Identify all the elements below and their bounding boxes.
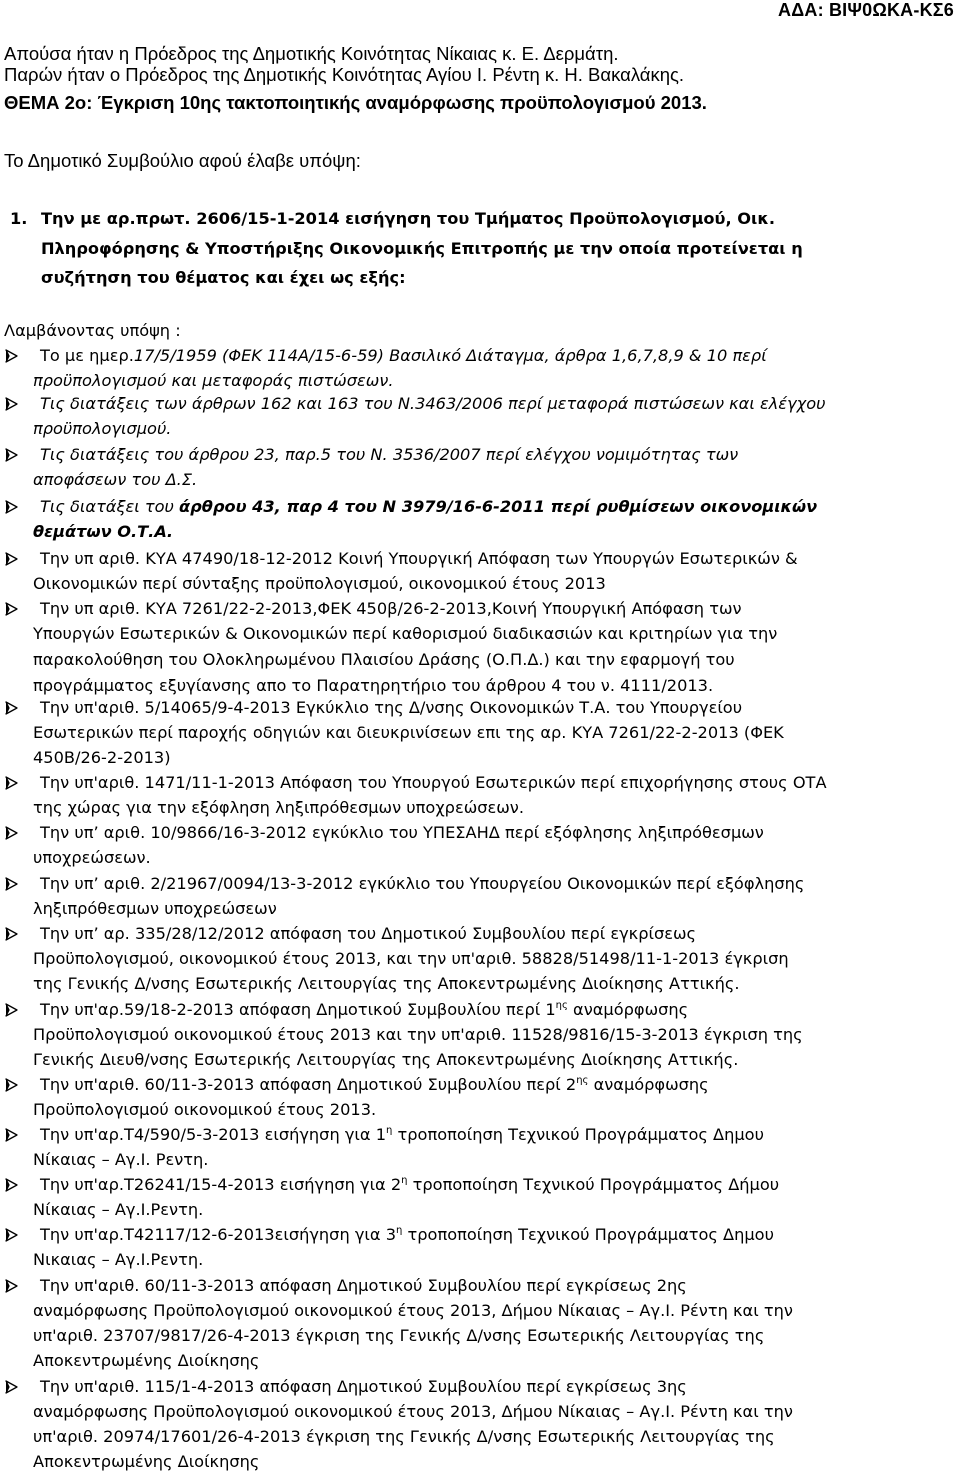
list-item-text: τροποποίηση Τεχνικού Προγράμματος Δήμου [407, 1175, 780, 1194]
arrow-bullet-icon [5, 448, 19, 462]
list-item-text: αναμόρφωσης [567, 1000, 689, 1019]
list-item: Την υπ’ αριθ. 2/21967/0094/13-3-2012 εγκύκλιο του Υπουργείου Οικονομικών περί εξόφλησης [40, 874, 805, 893]
arrow-bullet-icon [5, 1279, 19, 1293]
list-item-line: Υπουργών Εσωτερικών & Οικονομικών περί καθορισμού διαδικασιών και κριτηρίων για την [33, 624, 778, 643]
list-item-text: αναμόρφωσης [588, 1075, 709, 1094]
arrow-bullet-icon [5, 1228, 19, 1242]
list-item [40, 345, 767, 367]
list-item-text: Το με ημερ. [40, 346, 134, 365]
arrow-bullet-icon [5, 877, 19, 891]
list-item: Την υπ'αριθ. 1471/11-1-2013 Απόφαση του Υπουργού Εσωτερικών περί επιχορήγησης στους ΟΤΑ [40, 773, 827, 792]
absent-line: Απούσα ήταν η Πρόεδρος της Δημοτικής Κοινότητας Νίκαιας κ. Ε. Δερμάτη. [4, 43, 619, 64]
list-item: Την υπ'αριθ. 60/11-3-2013 απόφαση Δημοτικού Συμβουλίου περί εγκρίσεως 2ης [40, 1276, 687, 1295]
list-item [40, 496, 817, 518]
arrow-bullet-icon [5, 349, 19, 363]
list-item [40, 1074, 709, 1096]
list-item: Την υπ’ αρ. 335/28/12/2012 απόφαση του Δημοτικού Συμβουλίου περί εγκρίσεως [40, 924, 697, 943]
list-item-line: Εσωτερικών περί παροχής οδηγιών και διευκρινίσεων επι της αρ. ΚΥΑ 7261/22-2-2013 (ΦΕΚ [33, 723, 784, 742]
list-item-line: παρακολούθηση του Ολοκληρωμένου Πλαισίου Δράσης (Ο.Π.Δ.) και την εφαρμογή του [33, 650, 735, 669]
list-item-line: υπ'αριθ. 20974/17601/26-4-2013 έγκριση της Γενικής Δ/νσης Εσωτερικής Λειτουργίας της [33, 1427, 775, 1446]
list-item-line: Προϋπολογισμού οικονομικού έτους 2013 και την υπ'αριθ. 11528/9816/15-3-2013 έγκριση της [33, 1025, 803, 1044]
ordinal-superscript: ης [576, 1075, 589, 1086]
list-item-text: Την υπ'αρ.Τ42117/12-6-2013εισήγηση για 3 [40, 1225, 397, 1244]
list-item-text: τροποποίηση Τεχνικού Προγράμματος Δημου [392, 1125, 764, 1144]
list-item-line: Οικονομικών περί σύνταξης προϋπολογισμού, οικονομικού έτους 2013 [33, 574, 606, 593]
arrow-bullet-icon [5, 602, 19, 616]
list-item-line: Νίκαιας – Αγ.Ι.Ρεντη. [33, 1200, 204, 1219]
list-item-line: Αποκεντρωμένης Διοίκησης [33, 1452, 260, 1471]
arrow-bullet-icon [5, 776, 19, 790]
list-item-line: Γενικής Διευθ/νσης Εσωτερικής Λειτουργίας της Αποκεντρωμένης Διοίκησης Αττικής. [33, 1050, 739, 1069]
list-item-text: Την υπ'αρ.59/18-2-2013 απόφαση Δημοτικού Συμβουλίου περί 1 [40, 1000, 556, 1019]
list-item-text-bold: άρθρου 43, παρ 4 του Ν 3979/16-6-2011 περί ρυθμίσεων οικονομικών [179, 497, 818, 516]
list-item: Την υπ’ αριθ. 10/9866/16-3-2012 εγκύκλιο του ΥΠΕΣΑΗΔ περί εξόφλησης ληξιπρόθεσμων [40, 823, 764, 842]
arrow-bullet-icon [5, 1003, 19, 1017]
arrow-bullet-icon [5, 1178, 19, 1192]
ada-code: ΑΔΑ: ΒΙΨ0ΩΚΑ-ΚΣ6 [778, 0, 954, 20]
list-item-line: Αποκεντρωμένης Διοίκησης [33, 1351, 260, 1370]
theme-line: ΘΕΜΑ 2ο: Έγκριση 10ης τακτοποιητικής αναμόρφωσης προϋπολογισμού 2013. [4, 92, 707, 113]
list-item [40, 1224, 774, 1246]
list-item-line: υπ'αριθ. 23707/9817/26-4-2013 έγκριση της Γενικής Δ/νσης Εσωτερικής Λειτουργίας της [33, 1326, 765, 1345]
list-item-line: υποχρεώσεων. [33, 848, 151, 867]
numbered-item-line: Πληροφόρησης & Υποστήριξης Οικονομικής Επιτροπής με την οποία προτείνεται η [41, 239, 803, 258]
list-item-line: Προϋπολογισμού, οικονομικού έτους 2013, και την υπ'αριθ. 58828/51498/11-1-2013 έγκριση [33, 949, 789, 968]
present-line: Παρών ήταν ο Πρόεδρος της Δημοτικής Κοινότητας Αγίου Ι. Ρέντη κ. Η. Βακαλάκης. [4, 64, 685, 85]
numbered-item-number: 1. [10, 209, 28, 228]
list-item-text-italic: Τις διατάξει του [40, 497, 180, 516]
list-item-text: Την υπ'αρ.Τ4/590/5-3-2013 εισήγηση για 1 [40, 1125, 387, 1144]
list-item [40, 1174, 779, 1196]
list-item: Την υπ'αριθ. 5/14065/9-4-2013 Εγκύκλιο της Δ/νσης Οικονομικών Τ.Α. του Υπουργείου [40, 698, 743, 717]
list-item-text: Την υπ'αριθ. 60/11-3-2013 απόφαση Δημοτικού Συμβουλίου περί 2 [40, 1075, 577, 1094]
taking-into-account-heading: Λαμβάνοντας υπόψη : [4, 321, 181, 340]
list-item-line: αναμόρφωσης Προϋπολογισμού οικονομικού έτους 2013, Δήμου Νίκαιας – Αγ.Ι. Ρέντη και την [33, 1402, 793, 1421]
list-item-line: προγράμματος εξυγίανσης απο το Παρατηρητήριο του άρθρου 4 του ν. 4111/2013. [33, 676, 714, 695]
ordinal-superscript: ης [555, 1000, 568, 1011]
list-item: Την υπ αριθ. ΚΥΑ 7261/22-2-2013,ΦΕΚ 450β/26-2-2013,Κοινή Υπουργική Απόφαση των [40, 599, 742, 618]
list-item: Τις διατάξεις των άρθρων 162 και 163 του Ν.3463/2006 περί μεταφορά πιστώσεων και ελέγχου [40, 394, 826, 413]
list-item-line: της Γενικής Δ/νσης Εσωτερικής Λειτουργίας της Αποκεντρωμένης Διοίκησης Αττικής. [33, 974, 740, 993]
council-line: Το Δημοτικό Συμβούλιο αφού έλαβε υπόψη: [4, 150, 361, 171]
list-item-line: προϋπολογισμού και μεταφοράς πιστώσεων. [33, 371, 394, 390]
list-item-line: Νικαιας – Αγ.Ι.Ρεντη. [33, 1250, 204, 1269]
arrow-bullet-icon [5, 552, 19, 566]
list-item-text: Την υπ'αρ.Τ26241/15-4-2013 εισήγηση για 2 [40, 1175, 402, 1194]
list-item: Την υπ αριθ. ΚΥΑ 47490/18-12-2012 Κοινή Υπουργική Απόφαση των Υπουργών Εσωτερικών & [40, 549, 798, 568]
ordinal-superscript: η [396, 1225, 403, 1236]
arrow-bullet-icon [5, 397, 19, 411]
list-item [40, 1124, 764, 1146]
list-item-line: θεμάτων Ο.Τ.Α. [33, 522, 174, 541]
list-item-line: Προϋπολογισμού οικονομικού έτους 2013. [33, 1100, 377, 1119]
arrow-bullet-icon [5, 701, 19, 715]
ordinal-superscript: η [386, 1125, 393, 1136]
numbered-item-line: συζήτηση του θέματος και έχει ως εξής: [41, 268, 406, 287]
arrow-bullet-icon [5, 1380, 19, 1394]
list-item-line: ληξιπρόθεσμων υποχρεώσεων [33, 899, 277, 918]
list-item-text-italic: 17/5/1959 (ΦΕΚ 114Α/15-6-59) Βασιλικό Διάταγμα, άρθρα 1,6,7,8,9 & 10 περί [133, 346, 767, 365]
arrow-bullet-icon [5, 927, 19, 941]
list-item-line: αποφάσεων του Δ.Σ. [33, 470, 198, 489]
arrow-bullet-icon [5, 500, 19, 514]
arrow-bullet-icon [5, 826, 19, 840]
numbered-item-line: Την με αρ.πρωτ. 2606/15-1-2014 εισήγηση του Τμήματος Προϋπολογισμού, Οικ. [41, 209, 775, 228]
list-item: Την υπ'αριθ. 115/1-4-2013 απόφαση Δημοτικού Συμβουλίου περί εγκρίσεως 3ης [40, 1377, 687, 1396]
list-item: Τις διατάξεις του άρθρου 23, παρ.5 του Ν. 3536/2007 περί ελέγχου νομιμότητας των [40, 445, 739, 464]
ordinal-superscript: η [401, 1175, 408, 1186]
list-item-line: Νίκαιας – Αγ.Ι. Ρεντη. [33, 1150, 209, 1169]
arrow-bullet-icon [5, 1078, 19, 1092]
list-item-line: 450Β/26-2-2013) [33, 748, 171, 767]
list-item [40, 999, 688, 1021]
list-item-line: προϋπολογισμού. [33, 419, 172, 438]
list-item-line: αναμόρφωσης Προϋπολογισμού οικονομικού έτους 2013, Δήμου Νίκαιας – Αγ.Ι. Ρέντη και την [33, 1301, 793, 1320]
list-item-line: της χώρας για την εξόφληση ληξιπρόθεσμων υποχρεώσεων. [33, 798, 524, 817]
list-item-text: τροποποίηση Τεχνικού Προγράμματος Δημου [402, 1225, 774, 1244]
arrow-bullet-icon [5, 1128, 19, 1142]
